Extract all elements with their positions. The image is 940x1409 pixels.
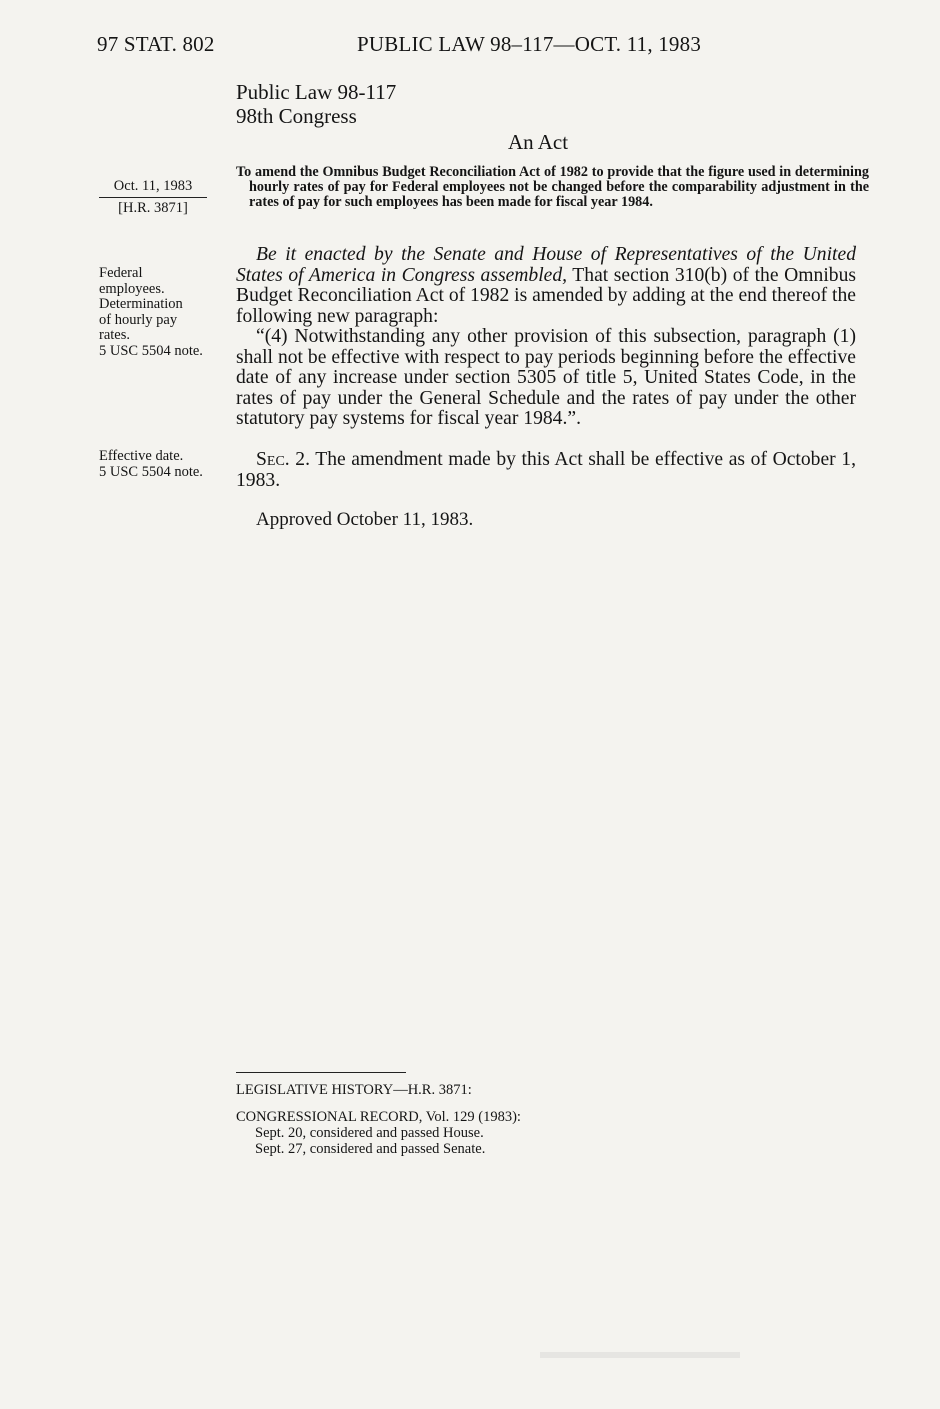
margin-date: Oct. 11, 1983 bbox=[113, 178, 193, 194]
public-law-number: Public Law 98-117 bbox=[236, 80, 397, 104]
congressional-record-ref: CONGRESSIONAL RECORD, Vol. 129 (1983): bbox=[236, 1109, 521, 1125]
section-2-label: Sec. 2. bbox=[256, 449, 310, 470]
enacting-clause: Be it enacted by the Senate and House of Representatives of the United States of America in Congress assembled, bbox=[236, 244, 856, 286]
margin-note-line: Federal bbox=[99, 265, 143, 281]
act-title: An Act bbox=[508, 130, 569, 154]
approval-date: Approved October 11, 1983. bbox=[256, 509, 474, 530]
running-title: PUBLIC LAW 98–117—OCT. 11, 1983 bbox=[357, 32, 702, 56]
legislative-history-entry: Sept. 27, considered and passed Senate. bbox=[255, 1141, 486, 1157]
bleed-through-mark bbox=[540, 1352, 740, 1358]
legislative-history-heading: LEGISLATIVE HISTORY—H.R. 3871: bbox=[236, 1082, 472, 1098]
act-purpose: To amend the Omnibus Budget Reconciliation Act of 1982 to provide that the figure used in determining hourly rates of pay for Federal employees not be changed before the comparability adjustment in the rates of pay for such employees has been made for fiscal year 1984. bbox=[236, 164, 869, 210]
margin-note-line: Effective date. bbox=[99, 448, 184, 464]
margin-note-line: rates. bbox=[99, 327, 130, 343]
section-1-paragraph bbox=[236, 245, 856, 327]
legislative-history-entry: Sept. 20, considered and passed House. bbox=[255, 1125, 484, 1141]
margin-bill-number: [H.R. 3871] bbox=[118, 200, 188, 216]
paragraph-4: “(4) Notwithstanding any other provision of this subsection, paragraph (1) shall not be effective with respect to pay periods beginning before the effective date of any increase under section 5305 of title 5, United States Code, in the rates of pay under the General Schedule and the rates of pay under the other statutory pay systems for fiscal year 1984.”. bbox=[236, 326, 856, 430]
margin-note-line: of hourly pay bbox=[99, 311, 178, 328]
margin-note-effective-date bbox=[99, 449, 231, 480]
margin-note-line: Determination bbox=[99, 296, 183, 312]
stat-page-reference: 97 STAT. 802 bbox=[97, 32, 215, 56]
section-2-paragraph bbox=[236, 450, 856, 491]
margin-date-block bbox=[99, 176, 207, 219]
margin-note-line: 5 USC 5504 note. bbox=[99, 342, 203, 359]
margin-note-line: 5 USC 5504 note. bbox=[99, 463, 203, 480]
margin-note-line: employees. bbox=[99, 280, 165, 297]
congress-number: 98th Congress bbox=[236, 104, 357, 128]
section-2-text: The amendment made by this Act shall be effective as of October 1, 1983. bbox=[236, 449, 856, 491]
legislative-history-rule bbox=[236, 1072, 406, 1073]
margin-note-federal-employees bbox=[99, 266, 231, 359]
section-1-text: That section 310(b) of the Omnibus Budget Reconciliation Act of 1982 is amended by adding at the end thereof the following new paragraph: bbox=[236, 264, 856, 327]
